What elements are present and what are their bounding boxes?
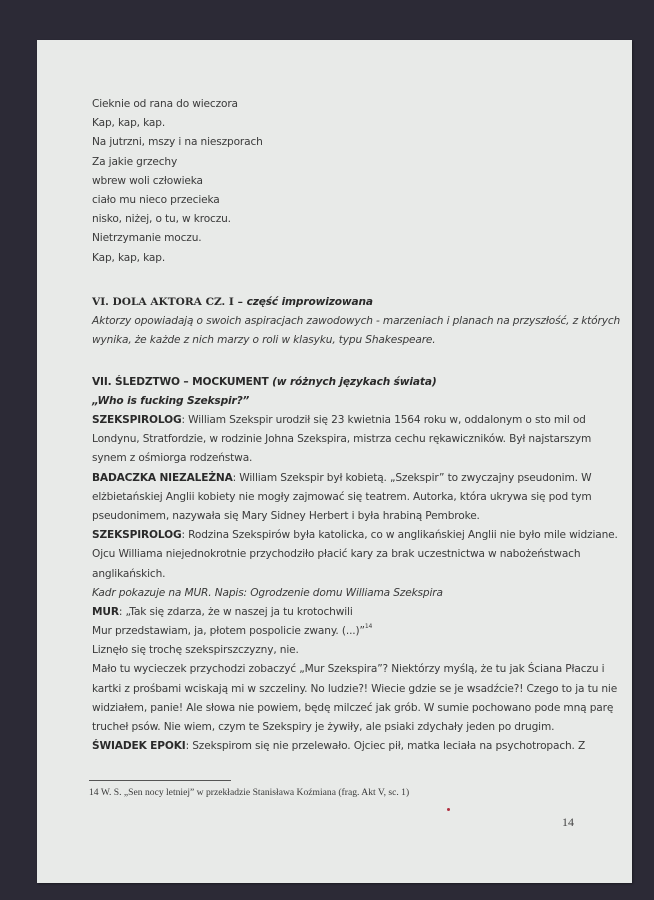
page-number: 14 [562, 815, 574, 829]
section-6-heading-italic: część improwizowana [246, 295, 373, 308]
poem-line: Cieknie od rana do wieczora [92, 98, 238, 110]
section-7-heading-bold: VII. ŚLEDZTWO – MOCKUMENT [92, 375, 273, 388]
poem-line: ciało mu nieco przecieka [92, 193, 220, 206]
section-7-heading [92, 373, 597, 392]
poem [92, 95, 597, 268]
footnote-reference[interactable]: 14 [364, 623, 373, 631]
page-content [92, 95, 621, 756]
footnote-divider [89, 780, 231, 781]
dialogue-text: : Rodzina Szekspirów była katolicka, co w anglikańskiej Anglii nie było mile widziane. [181, 529, 618, 542]
poem-line: Kap, kap, kap. [92, 251, 166, 264]
dialogue-line: kartki z prośbami wciskają mi w szczeliny. No ludzie?! Wiecie gdzie se je wsadźcie?! Czego to ja tu nie [92, 682, 618, 695]
dialogue-line [92, 737, 597, 756]
section-6-description: Aktorzy opowiadają o swoich aspiracjach zawodowych - marzeniach i planach na przyszłość, z których [92, 315, 621, 328]
section-6-description: wynika, że każde z nich marzy o roli w klasyku, typu Shakespeare. [92, 334, 436, 347]
dialogue-line: anglikańskich. [92, 567, 166, 580]
section-6 [92, 293, 621, 351]
dialogue-line: widziałem, panie! Ale słowa nie powiem, będę milczeć jak grób. W sumie pochowano pode mną parę [92, 701, 614, 714]
speaker-name: ŚWIADEK EPOKI [92, 740, 186, 753]
dialogue-line: elżbietańskiej Anglii kobiety nie mogły zajmować się teatrem. Autorka, która ukrywa się pod tym [92, 490, 592, 503]
dialogue-text: : Szekspirom się nie przelewało. Ojciec pił, matka leciała na psychotropach. Z [185, 740, 586, 753]
dialogue-line: Londynu, Stratfordzie, w rodzinie Johna Szekspira, mistrza cechu rękawiczników. Był najstarszym [92, 433, 592, 446]
dialogue-text: : „Tak się zdarza, że w naszej ja tu krotochwili [118, 605, 353, 618]
footnote: 14 W. S. „Sen nocy letniej” w przekładzie Stanisława Koźmiana (frag. Akt V, sc. 1) [89, 787, 410, 798]
document-page [37, 40, 632, 883]
poem-line: Nietrzymanie moczu. [92, 232, 202, 245]
section-6-heading [92, 293, 597, 312]
dialogue-line [92, 526, 618, 545]
poem-line: Na jutrzni, mszy i na nieszporach [92, 136, 263, 149]
dialogue-line [92, 469, 597, 488]
speaker-name: SZEKSPIROLOG [92, 529, 182, 542]
section-6-heading-bold: VI. DOLA AKTORA CZ. I – [92, 295, 247, 308]
dialogue-text: : William Szekspir był kobietą. „Szekspir” to zwyczajny pseudonim. W [232, 471, 592, 484]
dialogue-line: Liznęło się trochę szekspirszczyzny, nie. [92, 644, 299, 657]
dialogue-line: truchеł psów. Nie wiem, czym te Szekspiry je żywiły, ale psiaki zdychały jeden po drugim. [92, 721, 555, 733]
ink-mark [447, 808, 450, 811]
poem-line: wbrew woli człowieka [92, 174, 203, 187]
speaker-name: BADACZKA NIEZALEŻNA [92, 471, 233, 484]
dialogue-line [92, 411, 597, 430]
dialogue-line: synem z ośmiorga rodzeństwa. [92, 452, 253, 465]
poem-line: nisko, niżej, o tu, w kroczu. [92, 213, 231, 226]
speaker-name: MUR [92, 605, 119, 618]
dialogue-line: pseudonimem, nazywała się Mary Sidney Herbert i była hrabiną Pembroke. [92, 509, 480, 522]
dialogue-text: : William Szekspir urodził się 23 kwietnia 1564 roku w, oddalonym o sto mil od [181, 414, 586, 426]
stage-direction: Kadr pokazuje na MUR. Napis: Ogrodzenie domu Williama Szekspira [92, 586, 443, 599]
section-7 [92, 373, 618, 757]
section-7-subtitle: „Who is fucking Szekspir?” [92, 394, 250, 407]
poem-line: Kap, kap, kap. [92, 117, 166, 130]
dialogue-line [92, 603, 597, 622]
dialogue-line: Ojcu Williama niejednokrotnie przychodziło płacić kary za brak uczestnictwa w nabożeństwach [92, 548, 581, 561]
dialogue-line: Mało tu wycieczek przychodzi zobaczyć „Mur Szekspira”? Niektórzy myślą, że tu jak Ściana Płaczu i [92, 663, 605, 676]
speaker-name: SZEKSPIROLOG [92, 414, 182, 426]
poem-line: Za jakie grzechy [92, 155, 178, 168]
dialogue-line [92, 622, 597, 641]
dialogue-text: Mur przedstawiam, ja, płotem pospolicie zwany. (...)” [92, 625, 365, 638]
section-7-heading-italic: (w różnych językach świata) [272, 375, 437, 388]
